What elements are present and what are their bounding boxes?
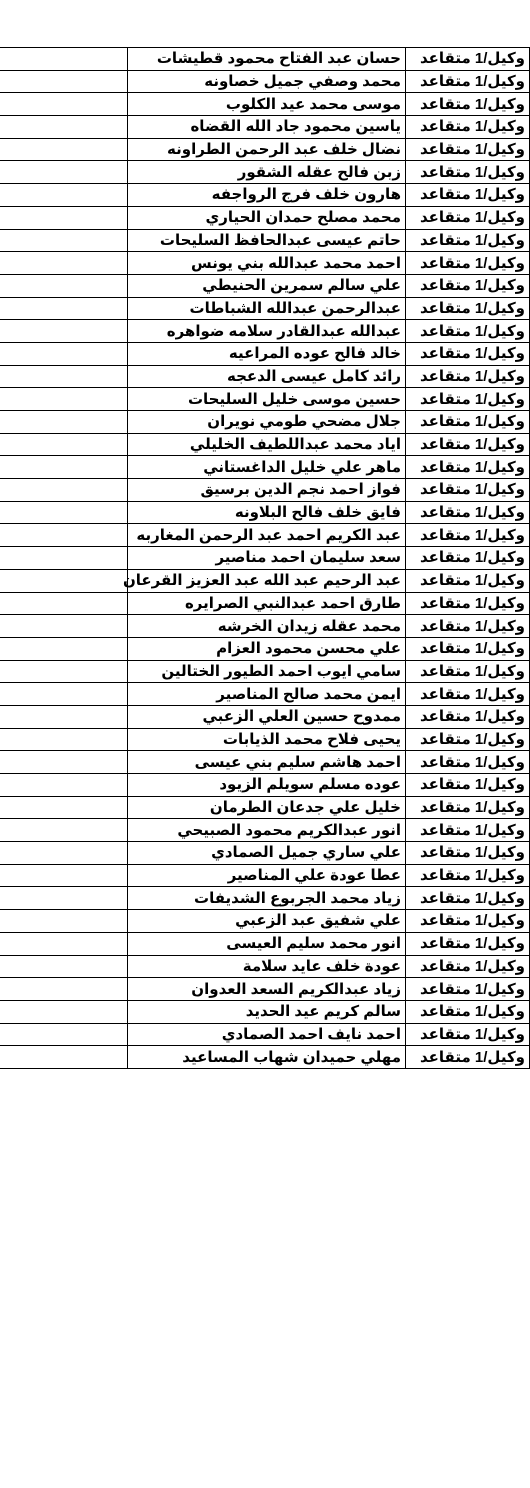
rank-cell: وكيل/1 متقاعد [406,955,530,978]
name-cell: طارق احمد عبدالنبي الصرايره [128,592,406,615]
name-cell: فايق خلف فالح البلاونه [128,501,406,524]
name-cell: سالم كريم عيد الحديد [128,1000,406,1023]
rank-cell: وكيل/1 متقاعد [406,932,530,955]
empty-cell [0,433,128,456]
table-row [0,388,530,411]
empty-cell [0,978,128,1001]
rank-cell: وكيل/1 متقاعد [406,388,530,411]
rank-cell: وكيل/1 متقاعد [406,615,530,638]
empty-cell [0,751,128,774]
rank-cell: وكيل/1 متقاعد [406,842,530,865]
empty-cell [0,48,128,71]
table-row [0,569,530,592]
table-row [0,955,530,978]
name-cell: ماهر علي خليل الداغستاني [128,456,406,479]
rank-cell: وكيل/1 متقاعد [406,728,530,751]
name-cell: انور محمد سليم العيسى [128,932,406,955]
name-cell: احمد هاشم سليم بني عيسى [128,751,406,774]
table-row [0,615,530,638]
empty-cell [0,138,128,161]
empty-cell [0,161,128,184]
empty-cell [0,501,128,524]
name-cell: ياسين محمود جاد الله القضاه [128,116,406,139]
table-row [0,1023,530,1046]
empty-cell [0,342,128,365]
rank-cell: وكيل/1 متقاعد [406,796,530,819]
rank-cell: وكيل/1 متقاعد [406,274,530,297]
table-row [0,842,530,865]
rank-cell: وكيل/1 متقاعد [406,342,530,365]
table-row [0,297,530,320]
table-row [0,796,530,819]
rank-cell: وكيل/1 متقاعد [406,138,530,161]
rank-cell: وكيل/1 متقاعد [406,592,530,615]
rank-cell: وكيل/1 متقاعد [406,705,530,728]
table-row [0,456,530,479]
name-cell: عبدالله عبدالقادر سلامه ضواهره [128,320,406,343]
name-cell: عبدالرحمن عبدالله الشباطات [128,297,406,320]
rank-cell: وكيل/1 متقاعد [406,365,530,388]
name-cell: رائد كامل عيسى الدعجه [128,365,406,388]
rank-cell: وكيل/1 متقاعد [406,411,530,434]
name-cell: نضال خلف عبد الرحمن الطراونه [128,138,406,161]
rank-cell: وكيل/1 متقاعد [406,229,530,252]
empty-cell [0,1046,128,1069]
empty-cell [0,70,128,93]
empty-cell [0,1000,128,1023]
empty-cell [0,1023,128,1046]
table-row [0,774,530,797]
table-row [0,751,530,774]
table-row [0,433,530,456]
name-cell: موسى محمد عيد الكلوب [128,93,406,116]
table-row [0,70,530,93]
name-cell: هارون خلف فرج الرواجفه [128,184,406,207]
empty-cell [0,411,128,434]
name-cell: عطا عودة علي المناصير [128,864,406,887]
table-row [0,342,530,365]
table-row [0,547,530,570]
name-cell: اياد محمد عبداللطيف الخليلي [128,433,406,456]
names-table [0,47,530,1069]
rank-cell: وكيل/1 متقاعد [406,887,530,910]
name-cell: علي سالم سمرين الحنيطي [128,274,406,297]
table-row [0,479,530,502]
rank-cell: وكيل/1 متقاعد [406,70,530,93]
rank-cell: وكيل/1 متقاعد [406,774,530,797]
table-row [0,411,530,434]
name-cell: محمد وصفي جميل خصاونه [128,70,406,93]
name-cell: احمد نايف احمد الصمادي [128,1023,406,1046]
table-row [0,728,530,751]
empty-cell [0,184,128,207]
name-cell: علي شفيق عبد الزعبي [128,910,406,933]
empty-cell [0,774,128,797]
name-cell: حسين موسى خليل السليحات [128,388,406,411]
name-cell: عودة خلف عايد سلامة [128,955,406,978]
name-cell: محمد عقله زيدان الخرشه [128,615,406,638]
name-cell: عبد الرحيم عبد الله عبد العزيز القرعان [128,569,406,592]
name-cell: احمد محمد عبدالله بني يونس [128,252,406,275]
name-cell: يحيى فلاح محمد الذيابات [128,728,406,751]
empty-cell [0,728,128,751]
empty-cell [0,479,128,502]
empty-cell [0,955,128,978]
rank-cell: وكيل/1 متقاعد [406,48,530,71]
rank-cell: وكيل/1 متقاعد [406,819,530,842]
table-row [0,206,530,229]
empty-cell [0,705,128,728]
empty-cell [0,229,128,252]
empty-cell [0,388,128,411]
empty-cell [0,569,128,592]
rank-cell: وكيل/1 متقاعد [406,660,530,683]
rank-cell: وكيل/1 متقاعد [406,547,530,570]
rank-cell: وكيل/1 متقاعد [406,864,530,887]
table-row [0,1046,530,1069]
rank-cell: وكيل/1 متقاعد [406,1046,530,1069]
empty-cell [0,206,128,229]
name-cell: زبن فالح عقله الشقور [128,161,406,184]
table-row [0,910,530,933]
rank-cell: وكيل/1 متقاعد [406,1000,530,1023]
name-cell: حاتم عيسى عبدالحافظ السليحات [128,229,406,252]
names-table-body [0,48,530,1069]
empty-cell [0,547,128,570]
empty-cell [0,660,128,683]
table-row [0,660,530,683]
rank-cell: وكيل/1 متقاعد [406,569,530,592]
rank-cell: وكيل/1 متقاعد [406,1023,530,1046]
rank-cell: وكيل/1 متقاعد [406,456,530,479]
table-row [0,274,530,297]
table-row [0,978,530,1001]
name-cell: محمد مصلح حمدان الحياري [128,206,406,229]
name-cell: عوده مسلم سويلم الزيود [128,774,406,797]
name-cell: حسان عبد الفتاح محمود قطيشات [128,48,406,71]
rank-cell: وكيل/1 متقاعد [406,206,530,229]
retirees-sheet [0,47,525,1069]
name-cell: مهلي حميدان شهاب المساعيد [128,1046,406,1069]
rank-cell: وكيل/1 متقاعد [406,751,530,774]
table-row [0,524,530,547]
table-row [0,252,530,275]
empty-cell [0,637,128,660]
rank-cell: وكيل/1 متقاعد [406,184,530,207]
name-cell: علي محسن محمود العزام [128,637,406,660]
name-cell: زياد عبدالكريم السعد العدوان [128,978,406,1001]
name-cell: سعد سليمان احمد مناصير [128,547,406,570]
table-row [0,116,530,139]
rank-cell: وكيل/1 متقاعد [406,252,530,275]
name-cell: انور عبدالكريم محمود الصبيحي [128,819,406,842]
empty-cell [0,842,128,865]
rank-cell: وكيل/1 متقاعد [406,524,530,547]
empty-cell [0,297,128,320]
name-cell: ايمن محمد صالح المناصير [128,683,406,706]
name-cell: خالد فالح عوده المراعيه [128,342,406,365]
table-row [0,864,530,887]
empty-cell [0,932,128,955]
table-row [0,1000,530,1023]
empty-cell [0,116,128,139]
table-row [0,365,530,388]
name-cell: عبد الكريم احمد عبد الرحمن المغاربه [128,524,406,547]
table-row [0,93,530,116]
empty-cell [0,252,128,275]
rank-cell: وكيل/1 متقاعد [406,637,530,660]
table-row [0,320,530,343]
name-cell: زياد محمد الجربوع الشديفات [128,887,406,910]
empty-cell [0,615,128,638]
name-cell: فواز احمد نجم الدين برسيق [128,479,406,502]
table-row [0,932,530,955]
table-row [0,501,530,524]
name-cell: جلال مضحي طومي نويران [128,411,406,434]
rank-cell: وكيل/1 متقاعد [406,978,530,1001]
table-row [0,592,530,615]
table-row [0,637,530,660]
empty-cell [0,683,128,706]
name-cell: سامي ايوب احمد الطيور الختالين [128,660,406,683]
empty-cell [0,524,128,547]
rank-cell: وكيل/1 متقاعد [406,910,530,933]
empty-cell [0,456,128,479]
rank-cell: وكيل/1 متقاعد [406,501,530,524]
empty-cell [0,365,128,388]
rank-cell: وكيل/1 متقاعد [406,433,530,456]
table-row [0,229,530,252]
rank-cell: وكيل/1 متقاعد [406,297,530,320]
empty-cell [0,819,128,842]
empty-cell [0,887,128,910]
table-row [0,683,530,706]
empty-cell [0,864,128,887]
table-row [0,184,530,207]
rank-cell: وكيل/1 متقاعد [406,683,530,706]
rank-cell: وكيل/1 متقاعد [406,116,530,139]
empty-cell [0,592,128,615]
empty-cell [0,910,128,933]
table-row [0,705,530,728]
table-row [0,887,530,910]
rank-cell: وكيل/1 متقاعد [406,479,530,502]
name-cell: خليل علي جدعان الطرمان [128,796,406,819]
rank-cell: وكيل/1 متقاعد [406,320,530,343]
table-row [0,48,530,71]
rank-cell: وكيل/1 متقاعد [406,93,530,116]
name-cell: ممدوح حسين العلي الزعبي [128,705,406,728]
table-row [0,161,530,184]
rank-cell: وكيل/1 متقاعد [406,161,530,184]
empty-cell [0,274,128,297]
empty-cell [0,93,128,116]
empty-cell [0,320,128,343]
empty-cell [0,796,128,819]
table-row [0,138,530,161]
name-cell: علي ساري جميل الصمادي [128,842,406,865]
table-row [0,819,530,842]
